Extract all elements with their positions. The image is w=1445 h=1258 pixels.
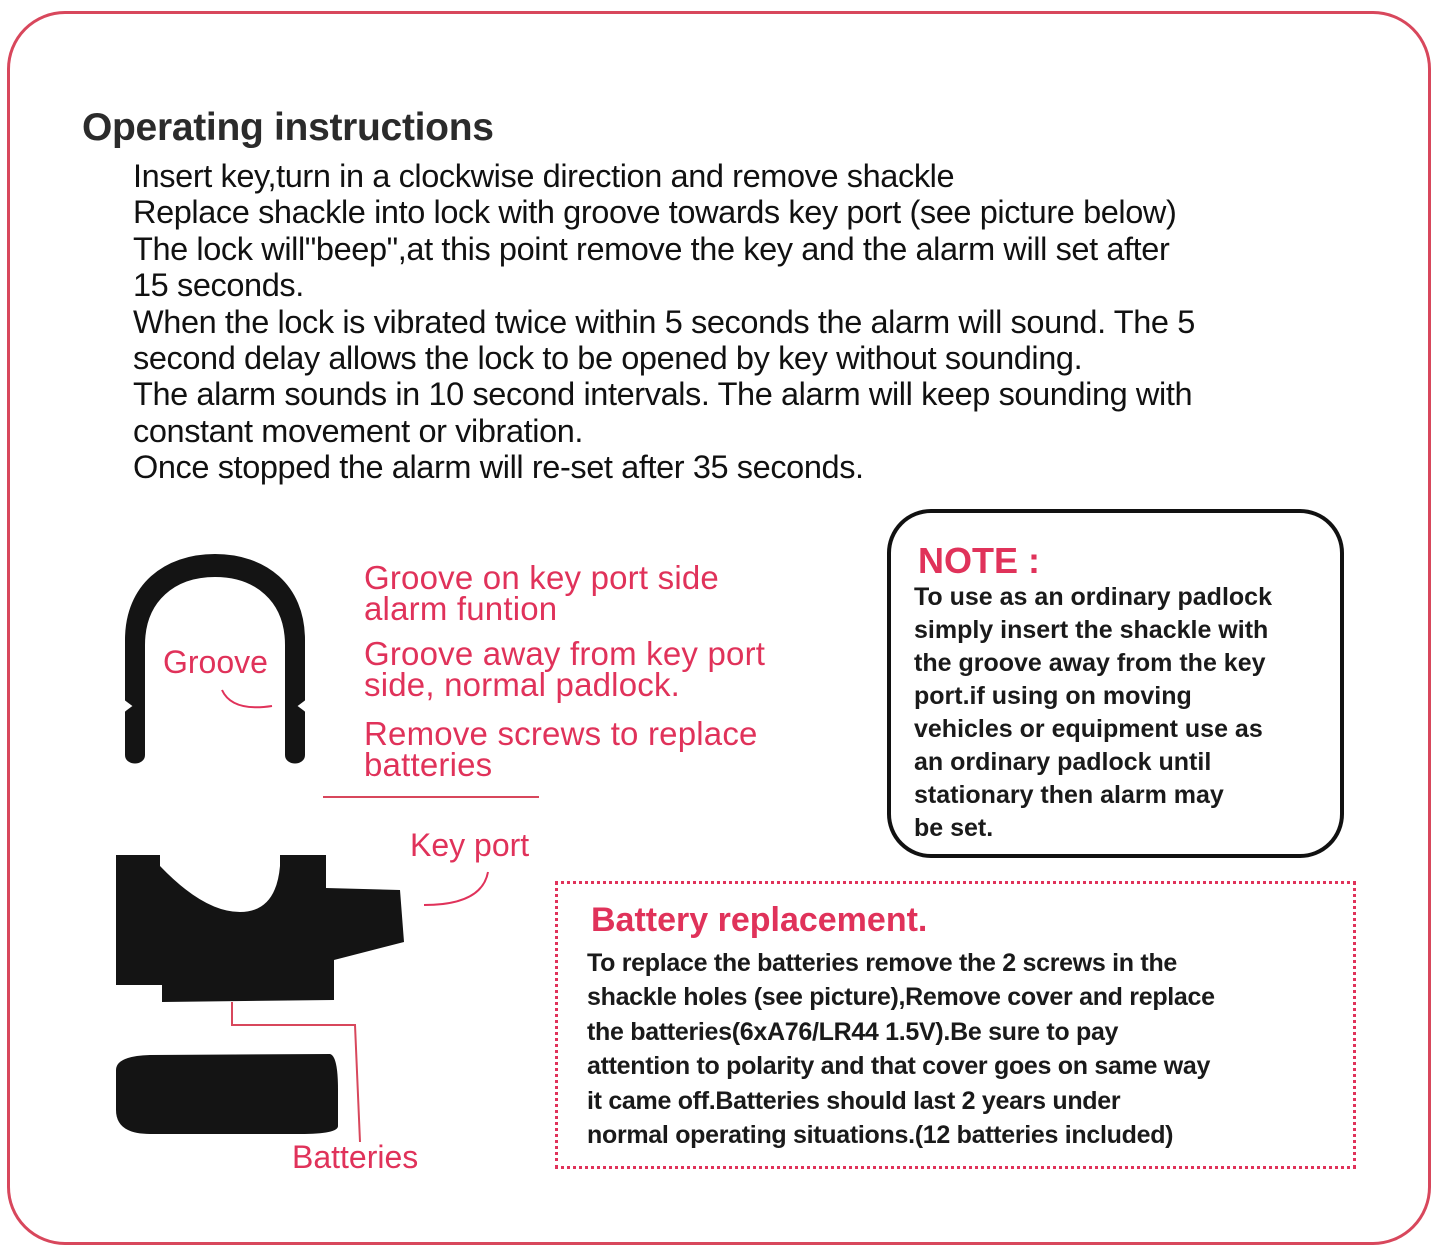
callout-line: alarm funtion [364,590,558,627]
callout-replace-batteries [364,715,758,783]
battery-pack-illustration [116,1054,338,1134]
note-line: port.if using on moving [914,682,1192,710]
instruction-line: second delay allows the lock to be opened by key without sounding. [133,340,1083,377]
groove-pointer [222,690,272,707]
note-line: the groove away from the key [914,649,1266,677]
battery-line: normal operating situations.(12 batteries included) [587,1121,1174,1150]
instruction-line: constant movement or vibration. [133,412,584,449]
instruction-line: The lock will"beep",at this point remove the key and the alarm will set after [133,230,1170,267]
instruction-line: The alarm sounds in 10 second intervals. The alarm will keep sounding with [133,376,1193,413]
key-port-label: Key port [410,827,530,863]
callout-normal-padlock [364,635,766,703]
note-line: stationary then alarm may [914,781,1224,809]
callout-line: side, normal padlock. [364,666,681,703]
key-port-pointer [424,872,488,905]
callout-line: Remove screws to replace [364,715,758,752]
battery-line: shackle holes (see picture),Remove cover and replace [587,983,1215,1012]
battery-replacement-text [587,946,1342,1152]
callout-alarm-function [364,559,719,627]
note-line: To use as an ordinary padlock [914,583,1272,611]
note-title: NOTE : [918,540,1040,581]
note-line: simply insert the shackle with [914,616,1269,644]
note-line: an ordinary padlock until [914,748,1212,776]
note-line: vehicles or equipment use as [914,715,1263,743]
page-title: Operating instructions [82,106,494,149]
batteries-label: Batteries [292,1139,419,1175]
instruction-line: 15 seconds. [133,267,304,304]
callout-line: Groove away from key port [364,635,766,672]
instruction-line: Once stopped the alarm will re-set after 35 seconds. [133,449,864,486]
callout-divider [323,796,539,798]
groove-label: Groove [163,644,268,680]
instruction-line: When the lock is vibrated twice within 5 seconds the alarm will sound. The 5 [133,303,1195,340]
battery-line: it came off.Batteries should last 2 years under [587,1086,1121,1115]
note-line: be set. [914,814,994,842]
callout-line: batteries [364,746,493,783]
battery-line: the batteries(6xA76/LR44 1.5V).Be sure to pay [587,1017,1119,1046]
battery-line: attention to polarity and that cover goes on same way [587,1052,1211,1081]
instruction-line: Replace shackle into lock with groove towards key port (see picture below) [133,194,1177,231]
instruction-line: Insert key,turn in a clockwise direction and remove shackle [133,158,955,194]
battery-line: To replace the batteries remove the 2 screws in the [587,949,1178,977]
lock-body-illustration [116,855,404,1002]
callout-line: Groove on key port side [364,559,719,596]
battery-replacement-title: Battery replacement. [591,901,928,939]
note-text [914,581,1329,845]
